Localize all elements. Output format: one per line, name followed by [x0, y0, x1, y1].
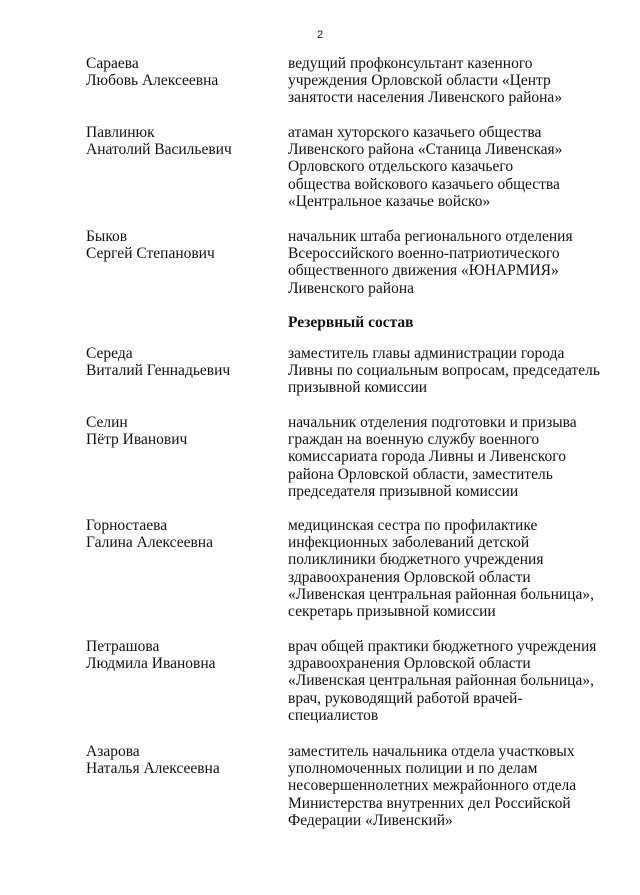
position-line: Всероссийского военно-патриотического — [288, 245, 560, 263]
position-line: председателя призывной комиссии — [288, 482, 519, 500]
member-position — [288, 743, 608, 829]
member-position — [288, 228, 608, 297]
position-line: призывной комиссии — [288, 379, 428, 397]
member-surname: Селин — [86, 414, 128, 431]
member-surname: Азарова — [86, 743, 140, 760]
position-line: начальник штаба регионального отделения — [288, 228, 573, 245]
member-given-names: Анатолий Васильевич — [86, 141, 232, 159]
position-line: начальник отделения подготовки и призыва — [288, 414, 577, 431]
position-line: несовершеннолетних межрайонного отдела — [288, 777, 577, 795]
position-line: общественного движения «ЮНАРМИЯ» — [288, 262, 559, 280]
position-line: врач общей практики бюджетного учреждения — [288, 638, 597, 655]
member-surname: Середа — [86, 345, 133, 362]
member-given-names: Наталья Алексеевна — [86, 760, 220, 778]
position-line: ведущий профконсультант казенного — [288, 55, 533, 72]
position-line: «Ливенская центральная районная больница», — [288, 672, 594, 690]
position-line: учреждения Орловской области «Центр — [288, 72, 551, 90]
member-name — [86, 124, 276, 158]
position-line: медицинская сестра по профилактике — [288, 517, 538, 534]
member-given-names: Людмила Ивановна — [86, 655, 216, 673]
member-position — [288, 517, 608, 620]
position-line: заместитель начальника отдела участковых — [288, 743, 575, 760]
member-position — [288, 345, 608, 397]
member-given-names: Виталий Геннадьевич — [86, 362, 231, 380]
position-line: Ливенского района «Станица Ливенская» — [288, 141, 563, 159]
member-surname: Петрашова — [86, 638, 160, 655]
member-surname: Горностаева — [86, 517, 168, 534]
position-line: атаман хуторского казачьего общества — [288, 124, 542, 141]
member-given-names: Галина Алексеевна — [86, 534, 213, 552]
member-name — [86, 55, 276, 89]
member-name — [86, 743, 276, 777]
position-line: Орловского отдельского казачьего — [288, 158, 514, 176]
member-surname: Сараева — [86, 55, 139, 72]
member-name — [86, 517, 276, 551]
member-position — [288, 638, 608, 724]
member-surname: Павлинюк — [86, 124, 155, 141]
position-line: заместитель главы администрации города — [288, 345, 565, 362]
member-name — [86, 414, 276, 448]
member-name — [86, 638, 276, 672]
member-position — [288, 124, 608, 210]
position-line: граждан на военную службу военного — [288, 431, 540, 449]
member-name — [86, 228, 276, 262]
member-name — [86, 345, 276, 379]
position-line: инфекционных заболеваний детской — [288, 534, 530, 552]
position-line: комиссариата города Ливны и Ливенского — [288, 448, 566, 466]
position-line: поликлиники бюджетного учреждения — [288, 551, 544, 569]
position-line: Ливны по социальным вопросам, председатель — [288, 362, 600, 380]
position-line: «Ливенская центральная районная больница», — [288, 585, 594, 603]
position-line: «Центральное казачье войско» — [288, 192, 491, 210]
position-line: уполномоченных полиции и по делам — [288, 760, 538, 778]
member-given-names: Пётр Иванович — [86, 431, 188, 449]
reserve-section-heading: Резервный состав — [288, 314, 414, 331]
position-line: Федерации «Ливенский» — [288, 811, 453, 829]
position-line: секретарь призывной комиссии — [288, 603, 496, 621]
page-number: 2 — [316, 29, 324, 41]
member-given-names: Любовь Алексеевна — [86, 72, 219, 90]
position-line: здравоохранения Орловской области — [288, 568, 531, 586]
position-line: врач, руководящий работой врачей- — [288, 689, 523, 707]
position-line: Ливенского района — [288, 279, 415, 297]
position-line: здравоохранения Орловской области — [288, 655, 531, 673]
member-given-names: Сергей Степанович — [86, 245, 215, 263]
position-line: занятости населения Ливенского района» — [288, 89, 563, 107]
member-surname: Быков — [86, 228, 128, 245]
position-line: района Орловской области, заместитель — [288, 465, 553, 483]
position-line: специалистов — [288, 706, 379, 724]
member-position — [288, 414, 608, 500]
position-line: общества войскового казачьего общества — [288, 175, 560, 193]
position-line: Министерства внутренних дел Российской — [288, 794, 571, 812]
member-position — [288, 55, 608, 107]
